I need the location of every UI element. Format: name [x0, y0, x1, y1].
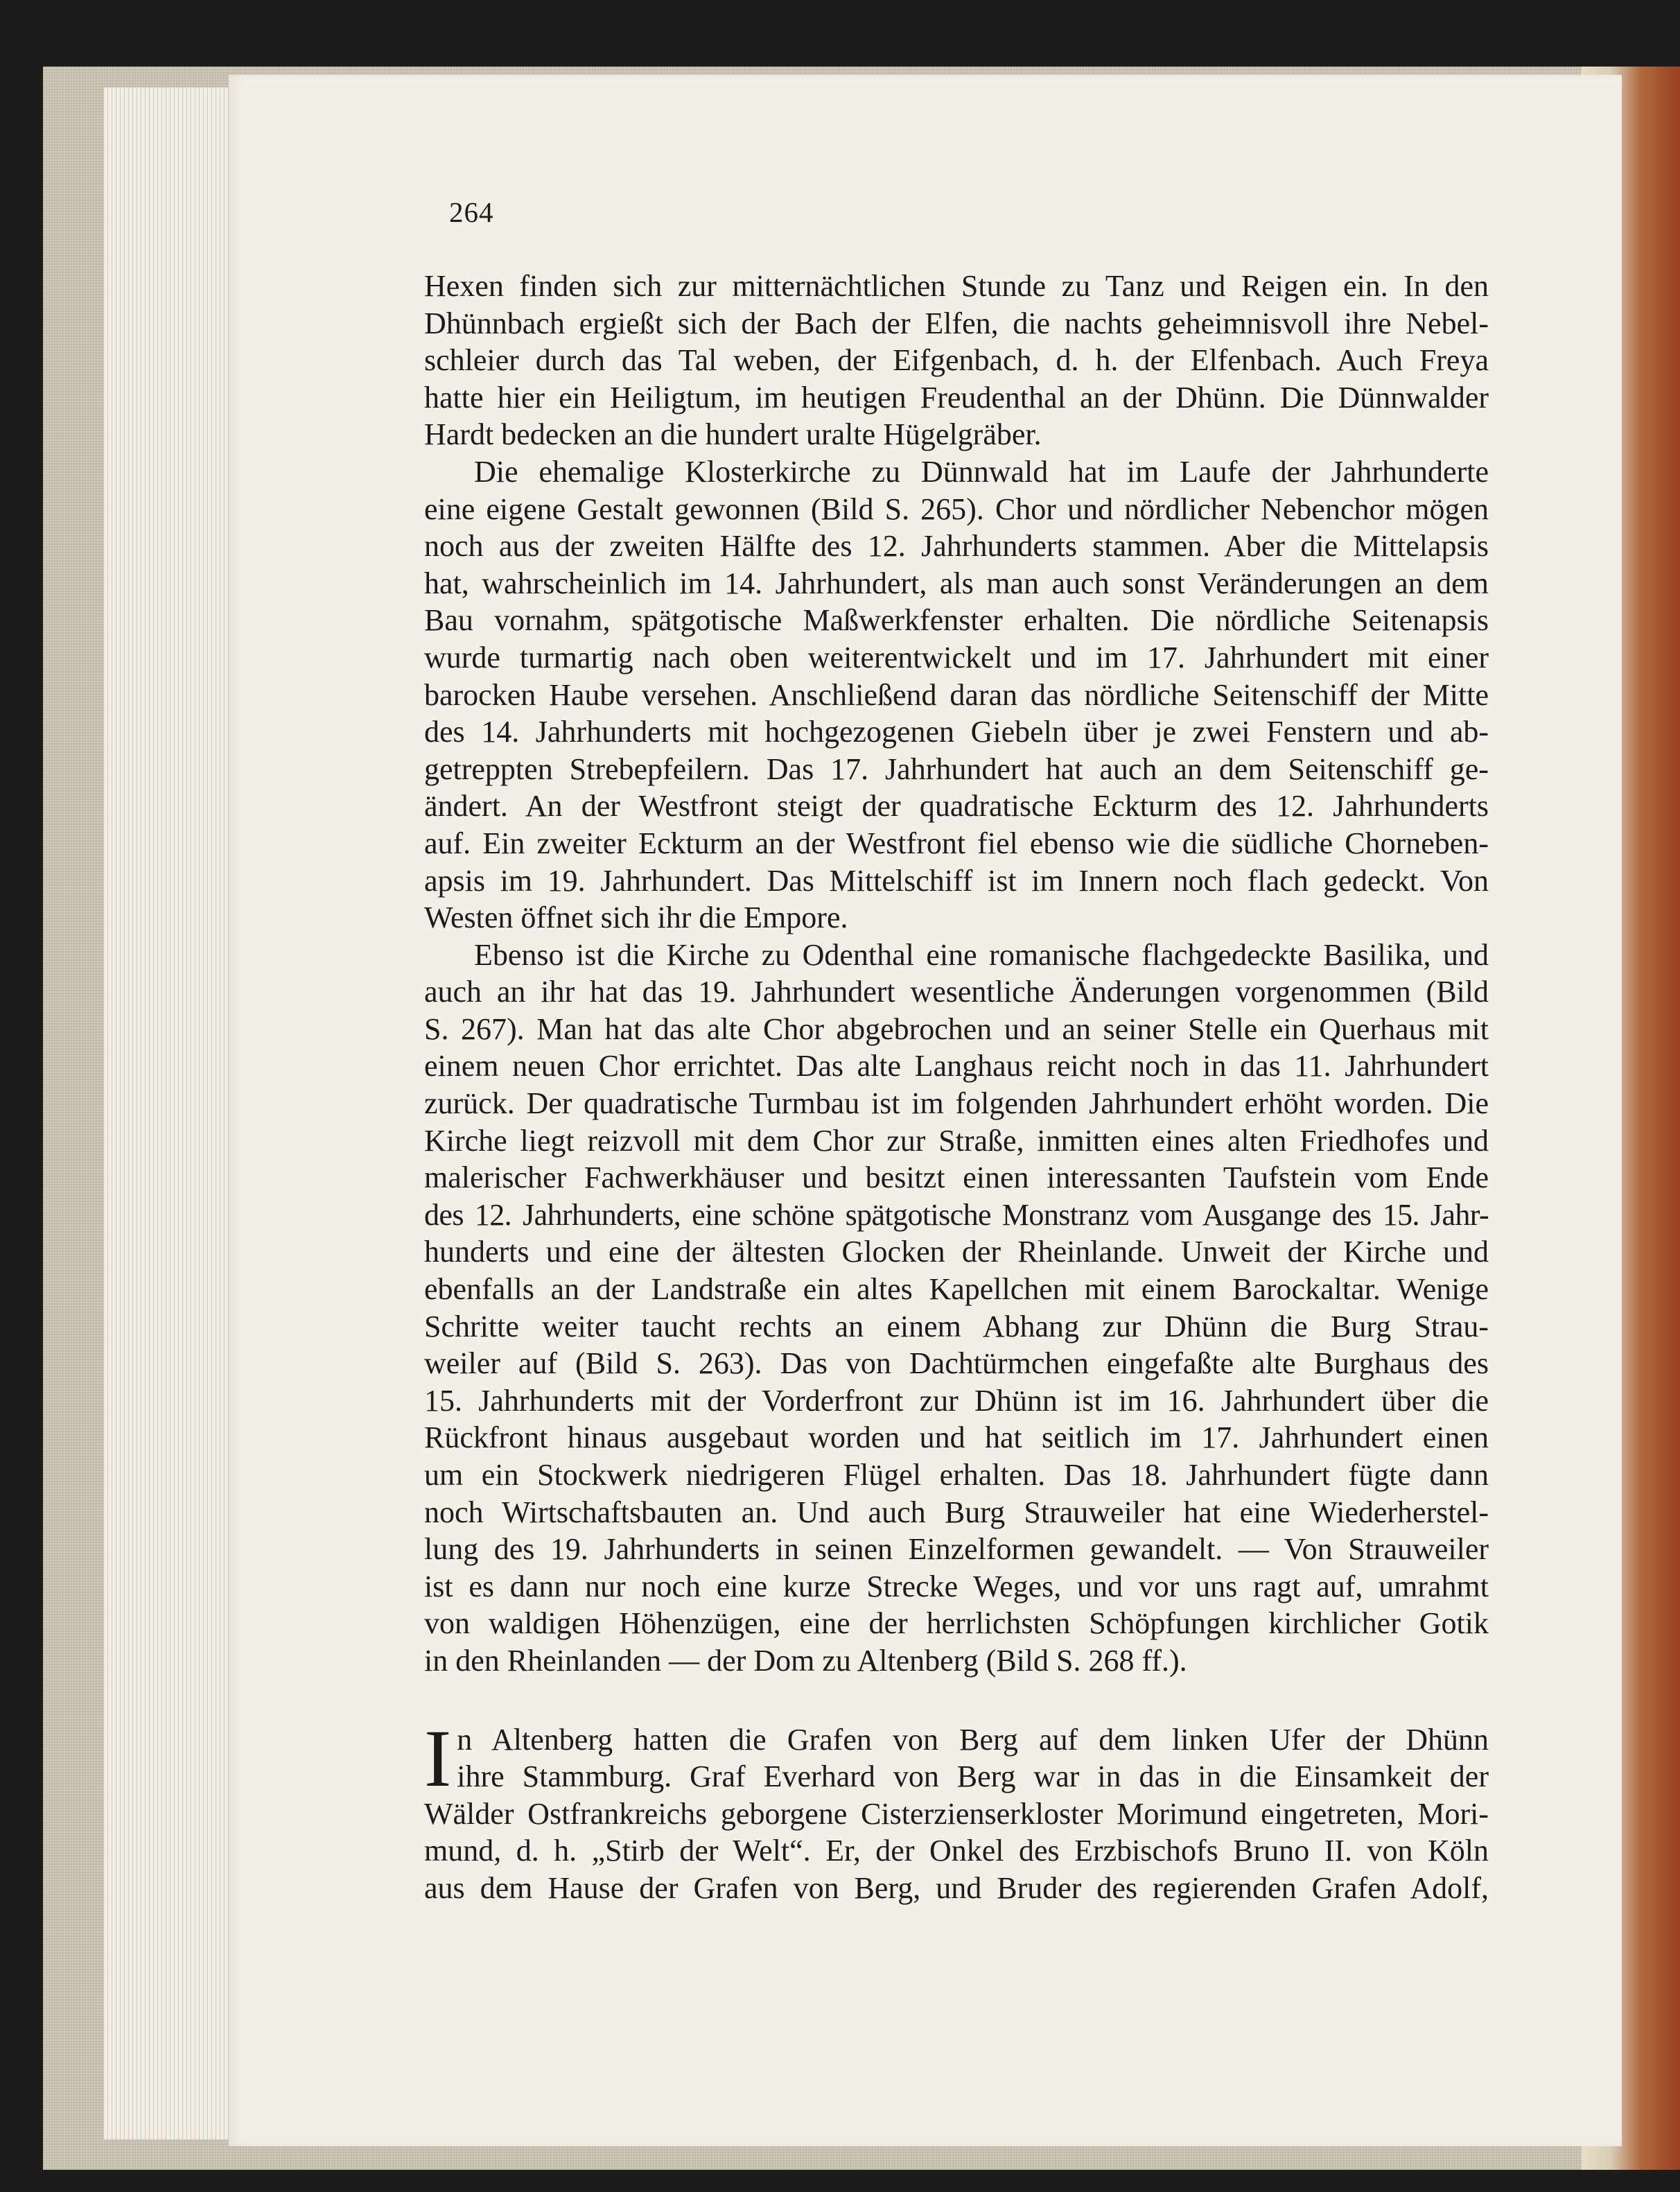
text-line: von waldigen Höhenzügen, eine der herrlichsten Schöpfungen kirchlicher Gotik — [424, 1606, 1489, 1641]
text-line: barocken Haube versehen. Anschließend daran das nördliche Seitenschiff der Mitte — [424, 677, 1489, 712]
text-line: des 12. Jahrhunderts, eine schöne spätgotische Monstranz vom Ausgange des 15. Jahr- — [424, 1197, 1489, 1232]
text-line: Ebenso ist die Kirche zu Odenthal eine romanische flachgedeckte Basilika, und — [474, 937, 1489, 972]
text-line: Hexen finden sich zur mitternächtlichen Stunde zu Tanz und Reigen ein. In den — [424, 269, 1489, 303]
page-stack-edges — [104, 87, 243, 2139]
text-line: ebenfalls an der Landstraße ein altes Kapellchen mit einem Barockaltar. Wenige — [424, 1272, 1489, 1307]
text-line: weiler auf (Bild S. 263). Das von Dachtürmchen eingefaßte alte Burghaus des — [424, 1346, 1489, 1381]
text-line: Westen öffnet sich ihr die Empore. — [424, 901, 848, 935]
text-line: Schritte weiter taucht rechts an einem Abhang zur Dhünn die Burg Strau- — [424, 1309, 1489, 1343]
text-line: schleier durch das Tal weben, der Eifgenbach, d. h. der Elfenbach. Auch Freya — [424, 343, 1489, 378]
text-line: Kirche liegt reizvoll mit dem Chor zur Straße, inmitten eines alten Friedhofes und — [424, 1123, 1489, 1158]
text-line: Wälder Ostfrankreichs geborgene Cisterzienserkloster Morimund eingetreten, Mori- — [424, 1796, 1489, 1831]
text-line: auch an ihr hat das 19. Jahrhundert wesentliche Änderungen vorgenommen (Bild — [424, 975, 1489, 1009]
text-line: hatte hier ein Heiligtum, im heutigen Freudenthal an der Dhünn. Die Dünnwalder — [424, 380, 1489, 415]
text-line: Bau vornahm, spätgotische Maßwerkfenster erhalten. Die nördliche Seitenapsis — [424, 603, 1489, 638]
text-line: n Altenberg hatten die Grafen von Berg auf dem linken Ufer der Dhünn — [457, 1722, 1489, 1757]
paragraph-2 — [424, 453, 1489, 937]
text-line: um ein Stockwerk niedrigeren Flügel erhalten. Das 18. Jahrhundert fügte dann — [424, 1458, 1489, 1492]
text-line: noch Wirtschaftsbauten an. Und auch Burg Strauweiler hat eine Wiederherstel- — [424, 1495, 1489, 1529]
paragraph-3 — [424, 937, 1489, 1680]
body-text — [424, 268, 1489, 1907]
text-line: S. 267). Man hat das alte Chor abgebrochen und an seiner Stelle ein Querhaus mit — [424, 1011, 1489, 1046]
text-line: lung des 19. Jahrhunderts in seinen Einzelformen gewandelt. — Von Strauweiler — [424, 1532, 1489, 1567]
text-line: auf. Ein zweiter Eckturm an der Westfront fiel ebenso wie die südliche Chorneben- — [424, 826, 1489, 860]
text-line: Die ehemalige Klosterkirche zu Dünnwald hat im Laufe der Jahrhunderte — [474, 454, 1489, 489]
text-line: aus dem Hause der Grafen von Berg, und Bruder des regierenden Grafen Adolf, — [424, 1870, 1489, 1905]
paragraph-4 — [424, 1712, 1489, 1907]
text-line: apsis im 19. Jahrhundert. Das Mittelschiff ist im Innern noch flach gedeckt. Von — [424, 863, 1489, 898]
text-line: eine eigene Gestalt gewonnen (Bild S. 265). Chor und nördlicher Nebenchor mögen — [424, 492, 1489, 526]
text-line: ändert. An der Westfront steigt der quadratische Eckturm des 12. Jahrhunderts — [424, 789, 1489, 824]
text-line: getreppten Strebepfeilern. Das 17. Jahrhundert hat auch an dem Seitenschiff ge- — [424, 751, 1489, 786]
section-gap — [424, 1680, 1489, 1721]
text-line: des 14. Jahrhunderts mit hochgezogenen Giebeln über je zwei Fenstern und ab- — [424, 715, 1489, 749]
page-number: 264 — [449, 196, 494, 228]
text-line: in den Rheinlanden — der Dom zu Altenberg (Bild S. 268 ff.). — [424, 1643, 1187, 1678]
text-line: hat, wahrscheinlich im 14. Jahrhundert, als man auch sonst Veränderungen an dem — [424, 566, 1489, 600]
text-line: Rückfront hinaus ausgebaut worden und hat seitlich im 17. Jahrhundert einen — [424, 1420, 1489, 1455]
text-line: Hardt bedecken an die hundert uralte Hügelgräber. — [424, 417, 1042, 452]
text-line: zurück. Der quadratische Turmbau ist im folgenden Jahrhundert erhöht worden. Die — [424, 1086, 1489, 1121]
text-line: ihre Stammburg. Graf Everhard von Berg war in das in die Einsamkeit der — [457, 1759, 1489, 1794]
text-line: wurde turmartig nach oben weiterentwickelt und im 17. Jahrhundert mit einer — [424, 640, 1489, 675]
text-line: mund, d. h. „Stirb der Welt“. Er, der Onkel des Erzbischofs Bruno II. von Köln — [424, 1834, 1489, 1868]
text-line: malerischer Fachwerkhäuser und besitzt einen interessanten Taufstein vom Ende — [424, 1160, 1489, 1195]
text-line: ist es dann nur noch eine kurze Strecke Weges, und vor uns ragt auf, umrahmt — [424, 1569, 1489, 1603]
text-line: 15. Jahrhunderts mit der Vorderfront zur Dhünn ist im 16. Jahrhundert über die — [424, 1383, 1489, 1418]
drop-cap: I — [424, 1712, 452, 1804]
text-line: noch aus der zweiten Hälfte des 12. Jahrhunderts stammen. Aber die Mittelapsis — [424, 529, 1489, 564]
paragraph-1 — [424, 268, 1489, 453]
text-line: einem neuen Chor errichtet. Das alte Langhaus reicht noch in das 11. Jahrhundert — [424, 1049, 1489, 1084]
text-line: Dhünnbach ergießt sich der Bach der Elfen, die nachts geheimnisvoll ihre Nebel- — [424, 306, 1489, 340]
text-line: hunderts und eine der ältesten Glocken der Rheinlande. Unweit der Kirche und — [424, 1235, 1489, 1269]
